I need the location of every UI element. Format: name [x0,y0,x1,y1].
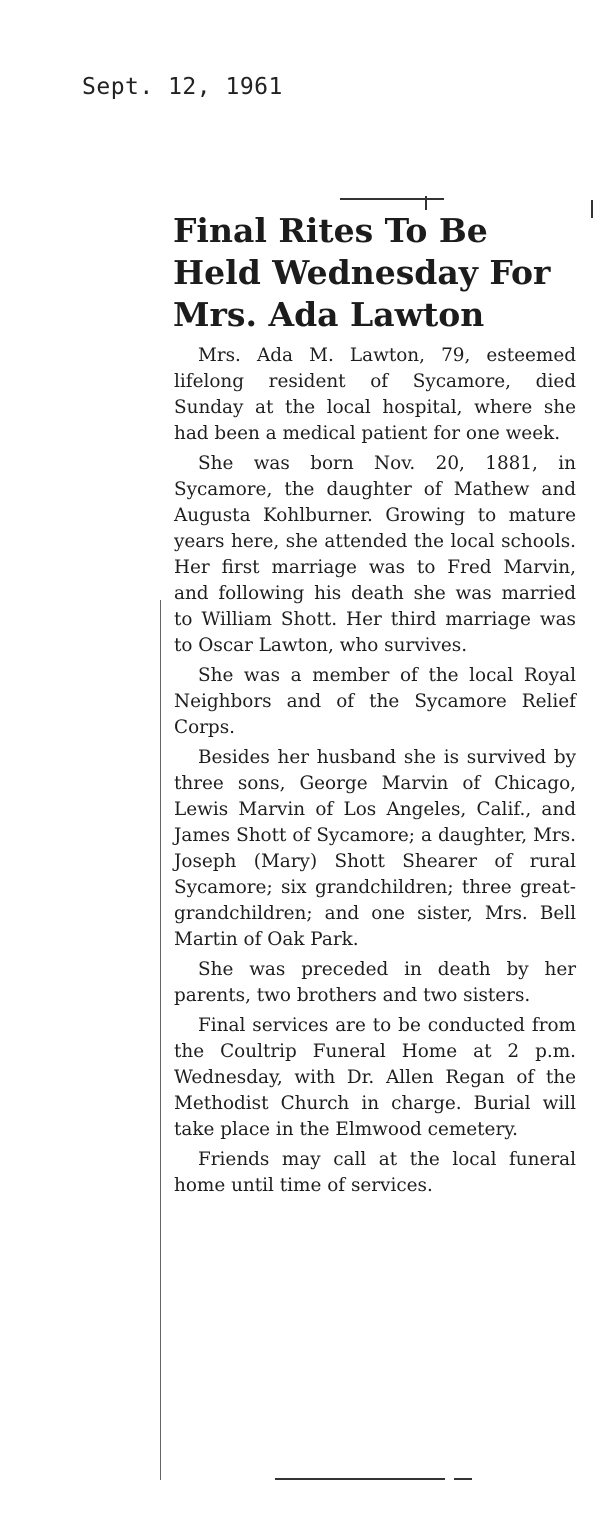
paragraph-survivors: Besides her husband she is survived by three sons, George Marvin of Chicago, Lewis Marvin of Los Angeles, Calif., and James Shott of Sycamore; a daughter, Mrs. Joseph (Mary) Shott Shearer of rural Sycamore; six grandchildren; three great-grandchildren; and one sister, Mrs. Bell Martin of Oak Park. [174,747,576,950]
right-margin-mark [591,200,593,218]
headline-line-1: Final Rites To Be [173,211,488,250]
clipping-date: Sept. 12, 1961 [82,74,283,100]
bottom-divider-dash [454,1478,472,1480]
paragraph-visitation: Friends may call at the local funeral home until time of services. [174,1149,576,1196]
top-divider-tick [425,196,427,210]
headline-line-2: Held Wednesday For [173,253,551,292]
left-column-edge [160,600,161,1480]
bottom-divider [275,1478,445,1480]
top-divider [340,198,444,200]
headline-line-3: Mrs. Ada Lawton [173,295,485,334]
paragraph-memberships: She was a member of the local Royal Neighbors and of the Sycamore Relief Corps. [174,665,576,738]
paragraph-death-notice: Mrs. Ada M. Lawton, 79, esteemed lifelong resident of Sycamore, died Sunday at the local hospital, where she had been a medical patient for one week. [174,345,576,444]
paragraph-preceded: She was preceded in death by her parents, two brothers and two sisters. [174,959,576,1006]
headline [173,210,588,336]
paragraph-services: Final services are to be conducted from the Coultrip Funeral Home at 2 p.m. Wednesday, with Dr. Allen Regan of the Methodist Church in charge. Burial will take place in the Elmwood cemetery. [174,1015,576,1140]
paragraph-biography: She was born Nov. 20, 1881, in Sycamore, the daughter of Mathew and Augusta Kohlburner. Growing to mature years here, she attended the local schools. Her first marriage was to Fred Marvin, and following his death she was married to William Shott. Her third marriage was to Oscar Lawton, who survives. [174,453,576,656]
article-body [174,343,576,1203]
